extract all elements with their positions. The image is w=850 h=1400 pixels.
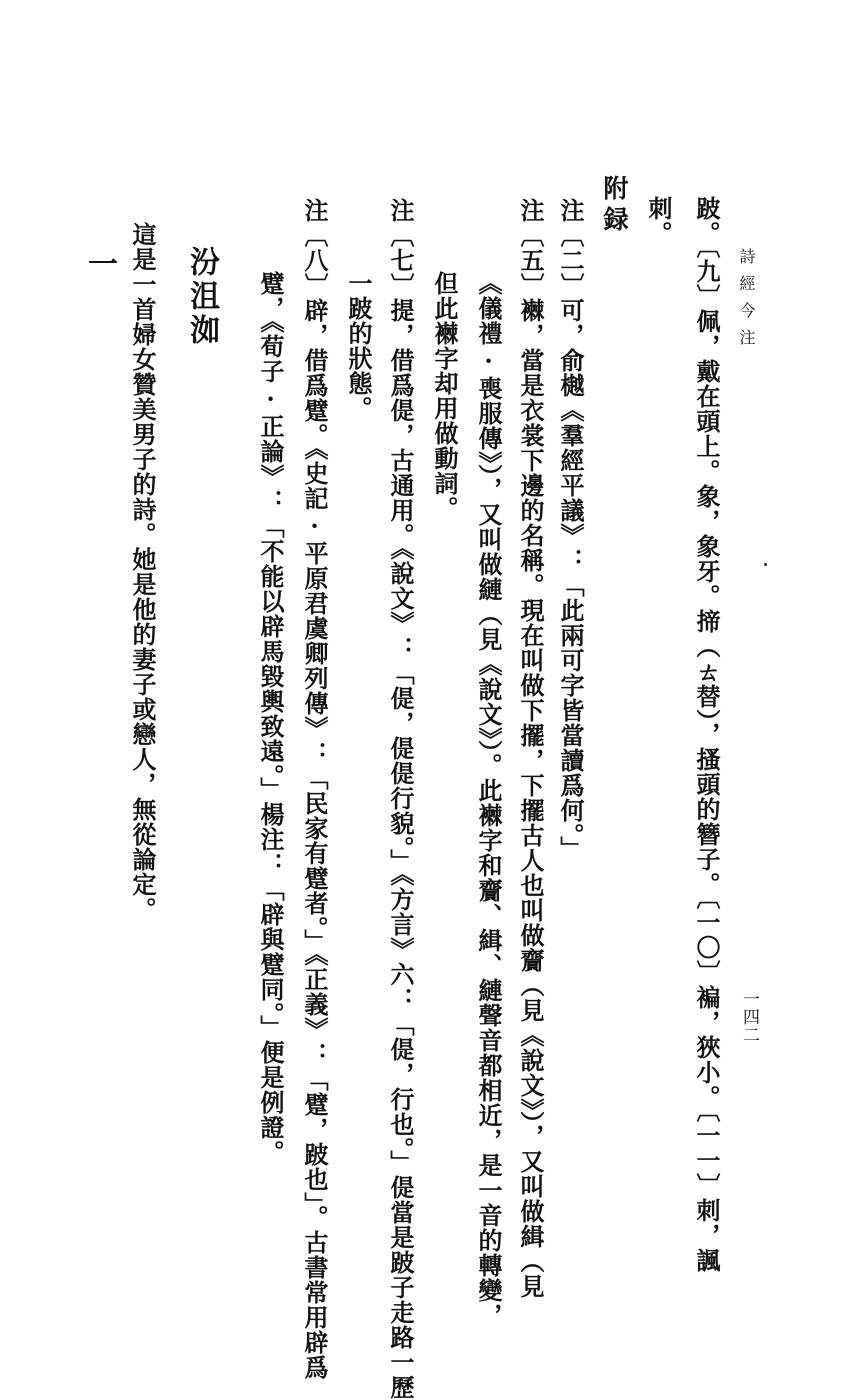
appendix-note-7-line-1: 注〔七〕提，借爲偍，古通用。《說文》：「偍，偍偍行貌。」《方言》六：「偍，行也。」偍當是跛子走路一歷: [386, 198, 415, 1400]
poem-intro: 這是一首婦女贊美男子的詩。她是他的妻子或戀人，無從論定。: [128, 222, 157, 922]
appendix-note-5-line-2: 《儀禮·喪服傳》），又叫做縺（見《說文》）。此襋字和齎、緝、縺聲音都相近，是一音的轉變，: [474, 271, 503, 1328]
appendix-note-2: 注〔二〕可，俞樾《羣經平議》：「此兩可字皆當讀爲何。」: [556, 198, 585, 861]
appendix-note-8-line-1: 注〔八〕辟，借爲躄。《史記·平原君虞卿列傳》：「民家有躄者。」《正義》：「躄，跛也」。古書常用辟爲: [300, 198, 329, 1380]
note-line-1: 跛。〔九〕佩，戴在頭上。象，象牙。揥（ㄊ替），搔頭的簪子。〔一〇〕褊，狹小。〔一一〕刺，諷: [692, 196, 721, 1273]
page-number: 一四二: [739, 990, 759, 1044]
section-marker: 一: [82, 248, 117, 282]
appendix-heading: 附録: [600, 175, 629, 237]
print-speck: [764, 563, 767, 566]
appendix-note-7-line-2: 一跛的狀態。: [344, 271, 373, 421]
appendix-note-8-line-2: 躄，《荀子·正論》：「不能以辟馬毀輿致遠。」楊注：「辟與躄同。」便是例證。: [256, 271, 285, 1165]
note-line-2: 刺。: [644, 196, 673, 246]
book-title-header: 詩經今注: [737, 248, 756, 356]
poem-title: 汾沮洳: [184, 246, 219, 348]
appendix-note-5-line-3: 但此襋字却用做動詞。: [430, 271, 459, 521]
appendix-note-5-line-1: 注〔五〕襋，當是衣裳下邊的名稱。現在叫做下擺，下擺古人也叫做齎（見《說文》），又叫做緝（見: [516, 198, 545, 1299]
